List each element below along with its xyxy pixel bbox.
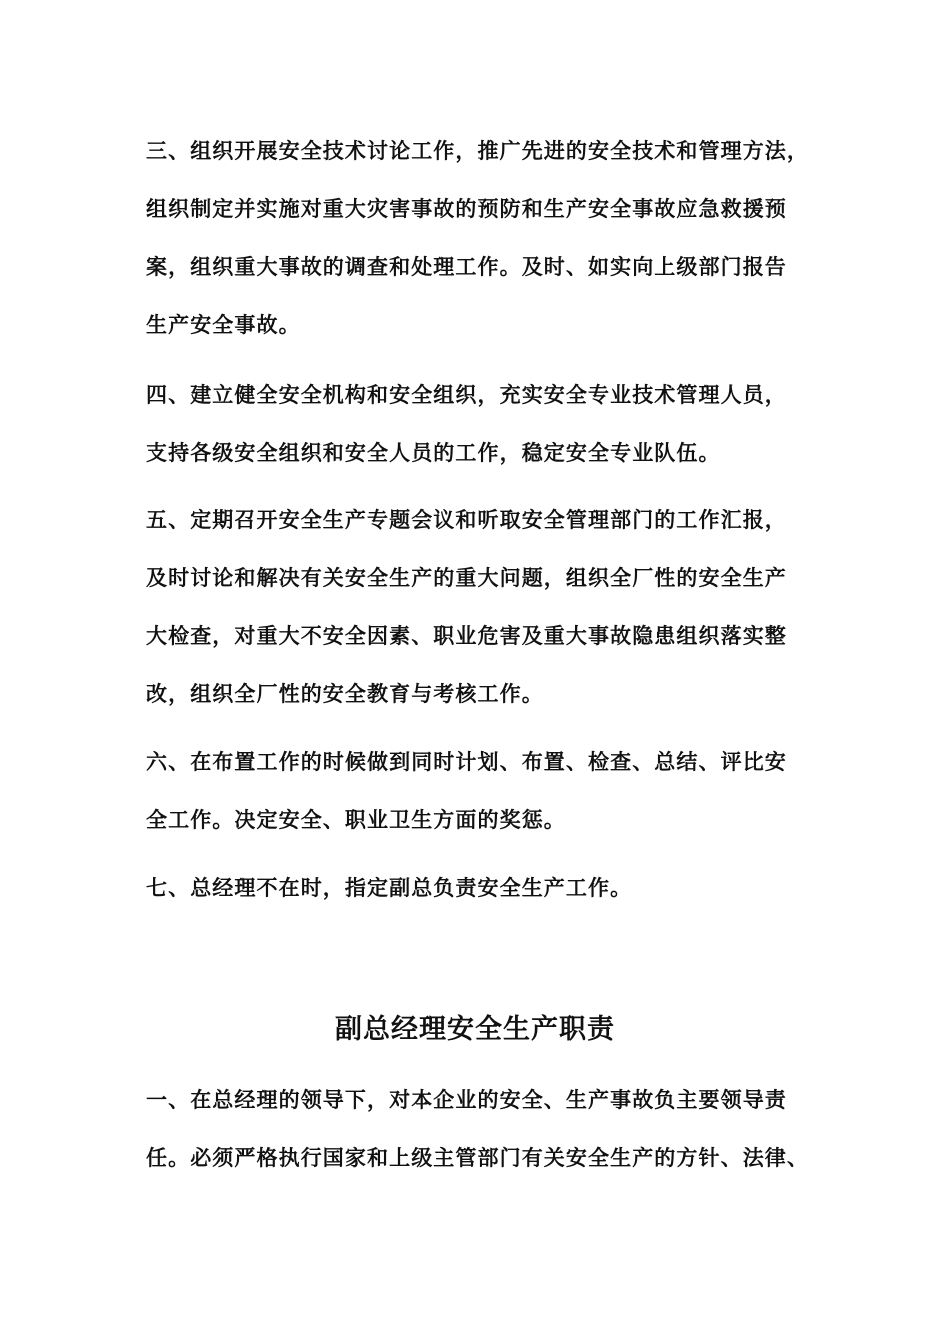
paragraph-item-6 <box>146 733 836 849</box>
text-line: 七、总经理不在时，指定副总负责安全生产工作。 <box>146 875 633 900</box>
text-line: 三、组织开展安全技术讨论工作，推广先进的安全技术和管理方法， <box>146 138 809 163</box>
text-line: 一、在总经理的领导下，对本企业的安全、生产事故负主要领导责 <box>146 1087 787 1112</box>
text-line: 全工作。决定安全、职业卫生方面的奖惩。 <box>146 807 566 832</box>
text-line: 改，组织全厂性的安全教育与考核工作。 <box>146 681 544 706</box>
paragraph-item-3 <box>146 122 836 354</box>
paragraph-item-7 <box>146 859 836 917</box>
paragraph-item-5 <box>146 491 836 723</box>
text-line: 案，组织重大事故的调查和处理工作。及时、如实向上级部门报告 <box>146 254 787 279</box>
text-line: 任。必须严格执行国家和上级主管部门有关安全生产的方针、法律、 <box>146 1145 809 1170</box>
paragraph-item-1 <box>146 1071 836 1187</box>
text-line: 四、建立健全安全机构和安全组织，充实安全专业技术管理人员， <box>146 382 787 407</box>
text-line: 支持各级安全组织和安全人员的工作，稳定安全专业队伍。 <box>146 440 721 465</box>
text-line: 组织制定并实施对重大灾害事故的预防和生产安全事故应急救援预 <box>146 196 787 221</box>
text-line: 五、定期召开安全生产专题会议和听取安全管理部门的工作汇报， <box>146 507 787 532</box>
section-title: 副总经理安全生产职责 <box>335 1014 615 1045</box>
text-line: 六、在布置工作的时候做到同时计划、布置、检查、总结、评比安 <box>146 749 787 774</box>
text-line: 生产安全事故。 <box>146 312 301 337</box>
text-line: 大检查，对重大不安全因素、职业危害及重大事故隐患组织落实整 <box>146 623 787 648</box>
paragraph-item-4 <box>146 366 836 482</box>
text-line: 及时讨论和解决有关安全生产的重大问题，组织全厂性的安全生产 <box>146 565 787 590</box>
